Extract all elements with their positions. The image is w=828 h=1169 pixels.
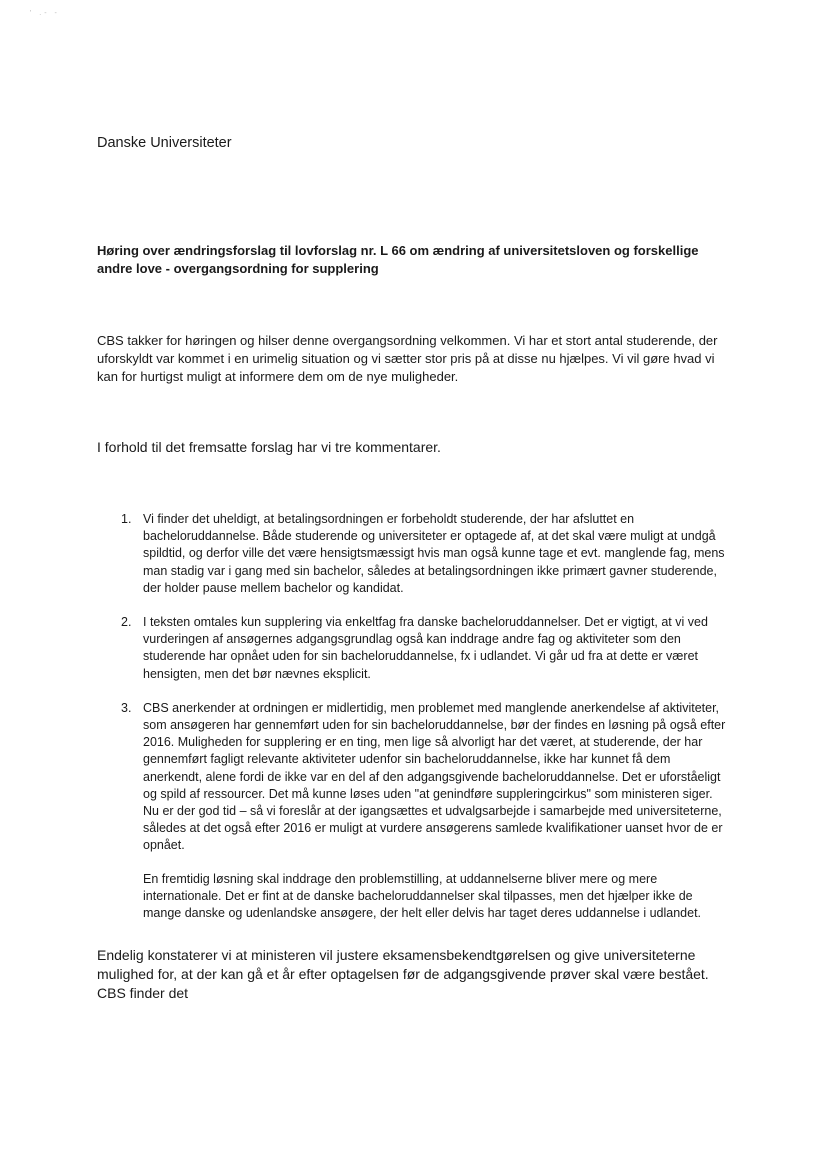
comments-list: [97, 511, 737, 922]
list-item: [97, 700, 737, 922]
list-item: [97, 614, 737, 683]
intro-paragraph: CBS takker for høringen og hilser denne overgangsordning velkommen. Vi har et stort antal studerende, der uforskyldt var kommet i en urimelig situation og vi sætter stor pris på at disse nu hjælpes. Vi vil gøre hvad vi kan for hurtigst muligt at informere dem om de nye muligheder.: [97, 333, 718, 384]
list-item-body: [143, 700, 727, 922]
final-paragraph: Endelig konstaterer vi at ministeren vil justere eksamensbekendtgørelsen og give universiteterne mulighed for, at der kan gå et år efter optagelsen før de adgangsgivende prøver skal være bestået. CBS finder det: [97, 947, 709, 1001]
recipient: Danske Universiteter: [97, 135, 232, 151]
list-item-text: I teksten omtales kun supplering via enkeltfag fra danske bacheloruddannelser. Det er vigtigt, at vi ved vurderingen af ansøgernes adgangsgrundlag også kan inddrage andre fag og aktiviteter som den studerende har opnået uden for sin bacheloruddannelse, fx i udlandet. Vi går ud fra at dette er været hensigten, men det bør nævnes eksplicit.: [143, 615, 708, 681]
list-item-followup: En fremtidig løsning skal inddrage den problemstilling, at uddannelserne bliver mere og mere internationale. Det er fint at de danske bacheloruddannelser skal tilpasses, men det hjælper ikke de mange danske og udenlandske ansøgere, der helt eller delvis har taget deres uddannelse i udlandet.: [143, 871, 702, 921]
list-item: [97, 511, 737, 597]
comments-intro: I forhold til det fremsatte forslag har vi tre kommentarer.: [97, 439, 441, 455]
list-item-number: 1.: [121, 512, 132, 526]
list-item-text: Vi finder det uheldigt, at betalingsordningen er forbeholdt studerende, der har afsluttet en bacheloruddannelse. Både studerende og universiteter er optagede af, at det skal være muligt at undgå spildtid, og derfor ville det være hensigtsmæssigt hvis man også kunne tage et evt. manglende fag, mens man stadig var i gang med sin bachelor, således at betalingsordningen ikke primært gavner studerende, der holder pause mellem bachelor og kandidat.: [143, 512, 725, 595]
list-item-number: 3.: [121, 700, 132, 715]
list-item-text: CBS anerkender at ordningen er midlertidig, men problemet med manglende anerkendelse af aktiviteter, som ansøgeren har gennemført uden for sin bacheloruddannelse, bør der findes en løsning på også efter 2016. Muligheden for supplering er en ting, men lige så alvorligt har det været, at studerende, der har gennemført fagligt relevante aktiviteter udenfor sin bacheloruddannelse, ikke har kunnet få dem anerkendt, alene fordi de ikke var en del af den adgangsgivende bacheloruddannelse. Det er uforståeligt og spild af ressourcer. Det må kunne løses uden "at genindføre suppleringcirkus" som ministeren siger. Nu er der god tid – så vi foreslår at der igangsættes et udvalgsarbejde i samarbejde med universiteterne, således at det også efter 2016 er muligt at vurdere ansøgerens samlede kvalifikationer uanset hvor de er opnået.: [143, 700, 726, 853]
list-item-number: 2.: [121, 615, 132, 630]
scan-specks: ' .- -: [30, 10, 60, 17]
document-title: Høring over ændringsforslag til lovforslag nr. L 66 om ændring af universitetsloven og forskellige andre love - overgangsordning for supplering: [97, 243, 699, 276]
